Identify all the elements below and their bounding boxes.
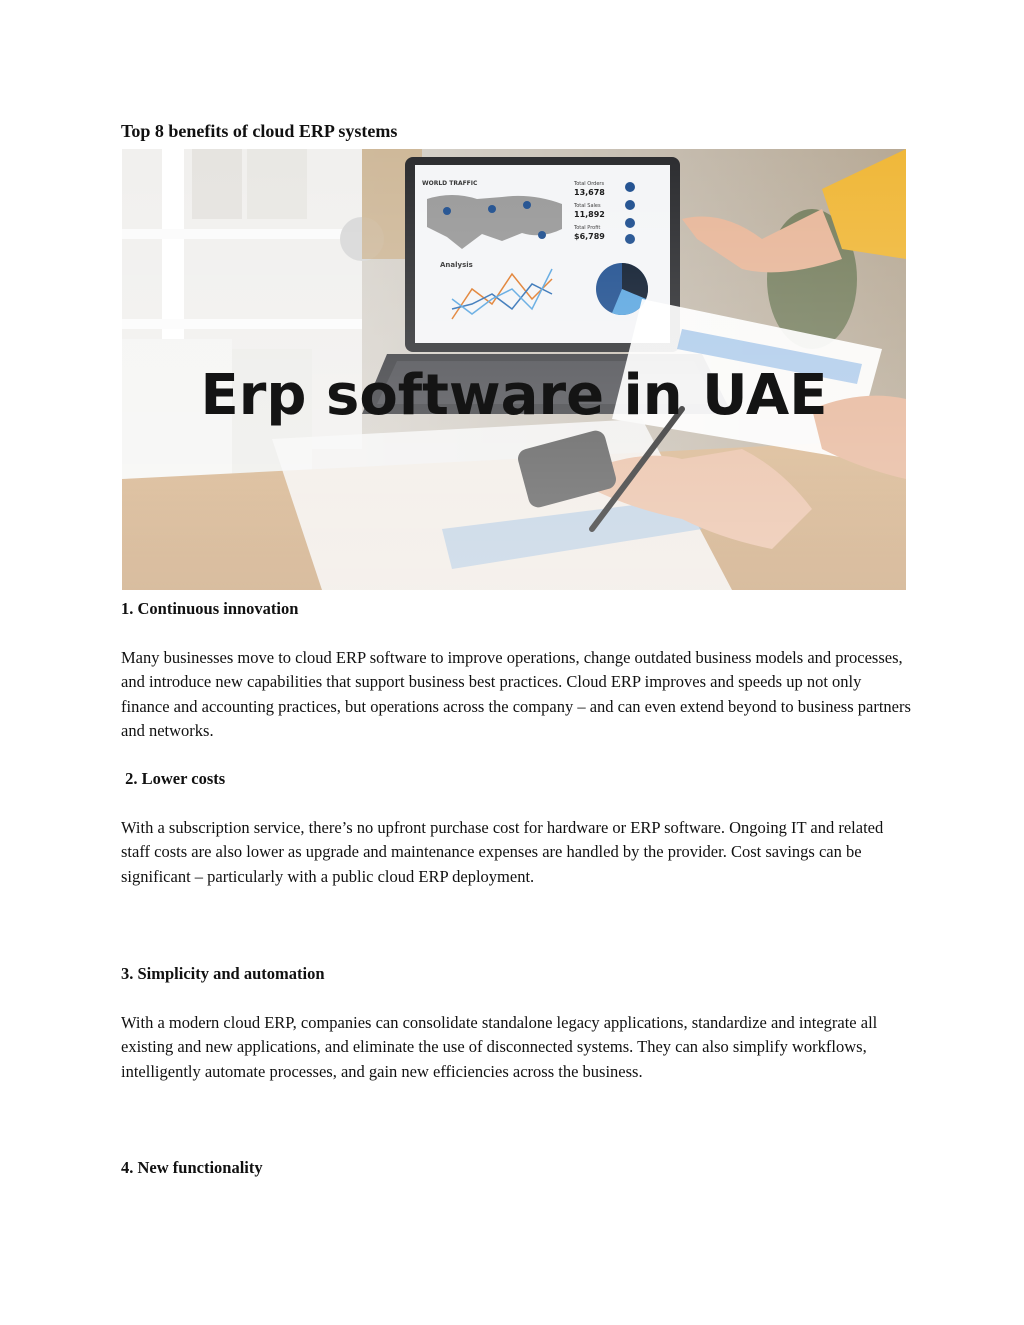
section-2-heading: 2. Lower costs (121, 769, 226, 788)
section-1-heading: 1. Continuous innovation (121, 599, 299, 618)
section-2-body: With a subscription service, there’s no upfront purchase cost for hardware or ERP software. Ongoing IT and related staff costs are also lower as upgrade and maintenance expenses are handled by the provider. Cost savings can be significant – particularly with a public cloud ERP deployment. (121, 818, 884, 886)
document-title: Top 8 benefits of cloud ERP systems (121, 121, 398, 141)
hero-image (122, 149, 906, 590)
section-4-heading: 4. New functionality (121, 1158, 263, 1177)
section-1-body: Many businesses move to cloud ERP software to improve operations, change outdated business models and processes, and introduce new capabilities that support business best practices. Cloud ERP improves and speeds up not only finance and accounting practices, but operations across the company – and can even extend beyond to business partners and networks. (121, 648, 911, 740)
section-3-body: With a modern cloud ERP, companies can consolidate standalone legacy applications, standardize and integrate all existing and new applications, and eliminate the use of disconnected systems. They can also simplify workflows, intelligently automate processes, and gain new efficiencies across the business. (121, 1013, 878, 1081)
hero-overlay-text: Erp software in UAE (200, 363, 828, 428)
section-3-heading: 3. Simplicity and automation (121, 964, 325, 983)
